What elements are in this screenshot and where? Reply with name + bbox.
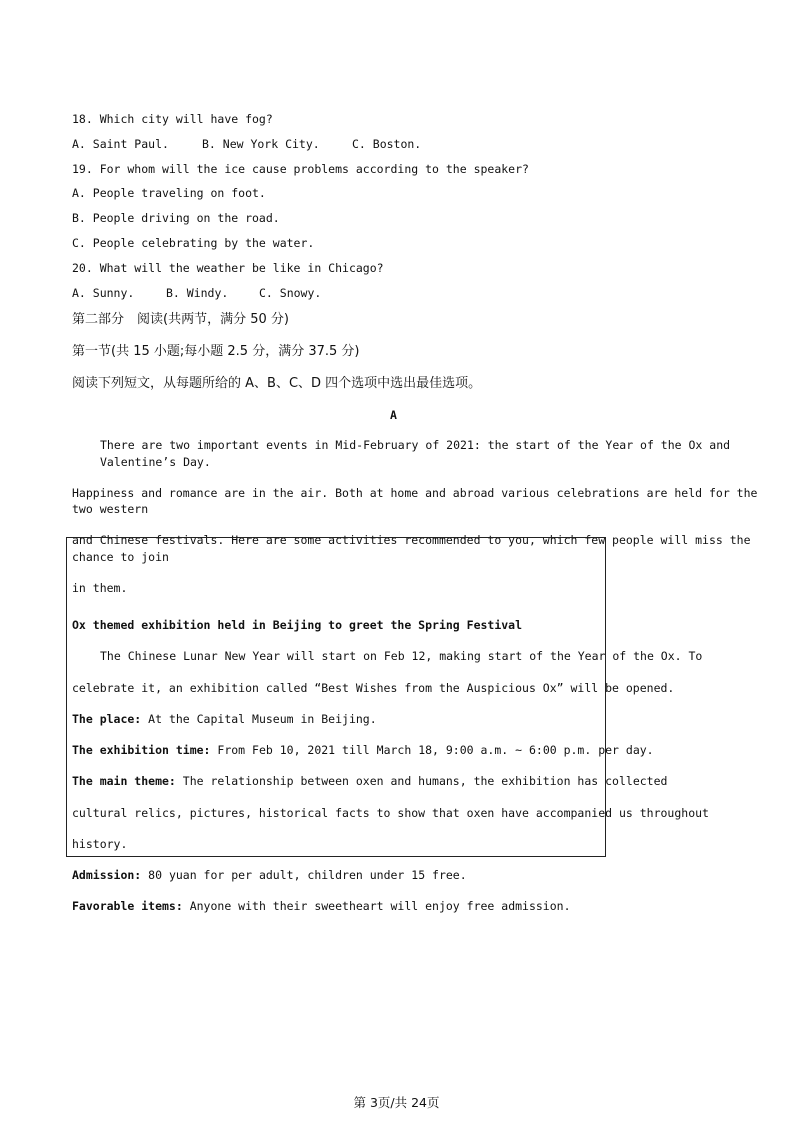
question-20: 20. What will the weather be like in Chicago?: [72, 261, 384, 275]
theme-label: The main theme:: [72, 774, 176, 788]
theme-line-2: cultural relics, pictures, historical facts to show that oxen have accompanied us throughout: [72, 806, 709, 820]
option-c: C. Snowy.: [259, 286, 322, 300]
option-a: A. Sunny.: [72, 286, 135, 300]
question-19-option-b: B. People driving on the road.: [72, 211, 280, 225]
option-c: C. Boston.: [352, 137, 422, 151]
page-footer: 第 3页/共 24页: [353, 1095, 440, 1110]
option-b: B. Windy.: [166, 286, 229, 300]
favorable-line: [72, 898, 571, 914]
reading-instruction: 阅读下列短文，从每题所给的 A、B、C、D 四个选项中选出最佳选项。: [72, 376, 482, 391]
place-label: The place:: [72, 712, 142, 726]
para2-line-3: in them.: [72, 581, 128, 595]
question-18-options: [72, 136, 421, 152]
para1-line-1: Happiness and romance are in the air. Both at home and abroad various celebrations are held for the: [72, 486, 758, 500]
favorable-label: Favorable items:: [72, 899, 183, 913]
section1-heading: 第一节(共 15 小题;每小题 2.5 分，满分 37.5 分): [72, 344, 360, 359]
para2-line-1: and Chinese festivals. Here are some activities recommended to you, which few people will miss the: [72, 533, 751, 547]
exhibit-line-1: The Chinese Lunar New Year will start on Feb 12, making start of the Year of the Ox. To: [100, 649, 703, 663]
overlay-frame: [66, 537, 606, 857]
intro-line-2: Valentine’s Day.: [100, 455, 211, 469]
option-b: B. New York City.: [202, 137, 320, 151]
theme-text: The relationship between oxen and humans, the exhibition has collected: [175, 774, 668, 788]
question-20-options: [72, 285, 321, 301]
question-19-option-a: A. People traveling on foot.: [72, 186, 266, 200]
admission-label: Admission:: [72, 868, 142, 882]
exhibit-line-2: celebrate it, an exhibition called “Best Wishes from the Auspicious Ox” will be opened.: [72, 681, 675, 695]
para1-line-2: two western: [72, 502, 149, 516]
time-text: From Feb 10, 2021 till March 18, 9:00 a.m. ~ 6:00 p.m. per day.: [210, 743, 654, 757]
intro-line-1: There are two important events in Mid-February of 2021: the start of the Year of the Ox and: [100, 438, 731, 452]
question-19-option-c: C. People celebrating by the water.: [72, 236, 315, 250]
theme-line-3: history.: [72, 837, 128, 851]
exhibit-title: Ox themed exhibition held in Beijing to greet the Spring Festival: [72, 618, 523, 632]
passage-letter: A: [390, 408, 397, 422]
question-18: 18. Which city will have fog?: [72, 112, 273, 126]
place-text: At the Capital Museum in Beijing.: [141, 712, 377, 726]
favorable-text: Anyone with their sweetheart will enjoy free admission.: [182, 899, 571, 913]
para2-line-2: chance to join: [72, 550, 169, 564]
time-label: The exhibition time:: [72, 743, 211, 757]
question-19: 19. For whom will the ice cause problems according to the speaker?: [72, 162, 529, 176]
admission-line: [72, 867, 467, 883]
admission-text: 80 yuan for per adult, children under 15 free.: [141, 868, 467, 882]
part2-heading: 第二部分 阅读(共两节，满分 50 分): [72, 312, 289, 327]
option-a: A. Saint Paul.: [72, 137, 169, 151]
